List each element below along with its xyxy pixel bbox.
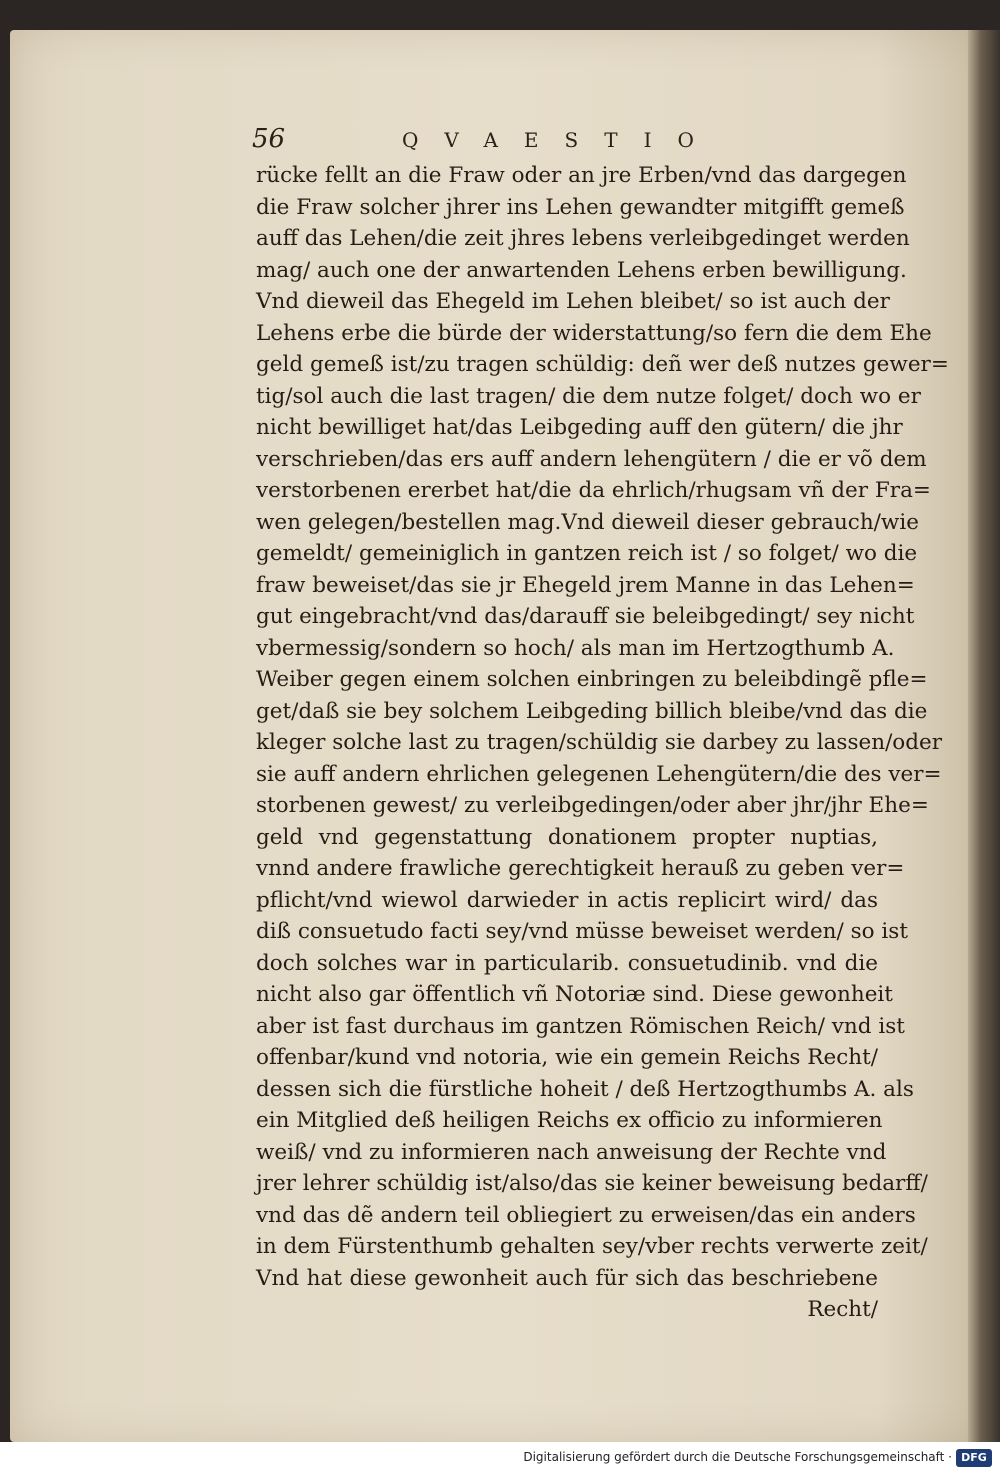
text-line: weiß/ vnd zu informieren nach anweisung der Rechte vnd: [256, 1139, 887, 1165]
text-line: sie auff andern ehrlichen gelegenen Lehengütern/die des ver=: [256, 761, 942, 787]
text-line: vnd das dẽ andern teil obliegiert zu erweisen/das ein anders: [256, 1202, 916, 1228]
text-line: die Fraw solcher jhrer ins Lehen gewandter mitgifft gemeß: [256, 194, 905, 220]
text-line: nicht bewilliget hat/das Leibgeding auff den gütern/ die jhr: [256, 415, 903, 440]
text-line: auff das Lehen/die zeit jhres lebens verleibgedinget werden: [256, 226, 910, 251]
text-line: geld gemeß ist/zu tragen schüldig: deñ wer deß nutzes gewer=: [256, 352, 949, 377]
running-head: QVAESTIO: [402, 128, 720, 152]
text-line: nicht also gar öffentlich vñ Notoriæ sind. Diese gewonheit: [256, 982, 893, 1007]
text-line: vbermessig/sondern so hoch/ als man im Hertzogthumb A.: [256, 635, 895, 661]
text-line: doch solches war in particularib. consuetudinib. vnd die: [256, 950, 878, 976]
text-line: gemeldt/ gemeiniglich in gantzen reich ist / so folget/ wo die: [256, 541, 918, 566]
text-line: wen gelegen/bestellen mag.Vnd dieweil dieser gebrauch/wie: [256, 509, 919, 535]
text-line: mag/ auch one der anwartenden Lehens erben bewilligung.: [256, 257, 907, 283]
text-line: gut eingebracht/vnd das/darauff sie beleibgedingt/ sey nicht: [256, 604, 915, 629]
text-line: aber ist fast durchaus im gantzen Römischen Reich/ vnd ist: [256, 1013, 905, 1039]
funding-notice: Digitalisierung gefördert durch die Deutsche Forschungsgemeinschaft ·: [523, 1450, 952, 1464]
text-line: verschrieben/das ers auff andern lehengütern / die er võ dem: [256, 446, 927, 472]
text-line: Lehens erbe die bürde der widerstattung/so fern die dem Ehe: [256, 320, 932, 346]
text-line: diß consuetudo facti sey/vnd müsse beweiset werden/ so ist: [256, 919, 908, 944]
text-line: tig/sol auch die last tragen/ die dem nutze folget/ doch wo er: [256, 383, 921, 409]
text-line: offenbar/kund vnd notoria, wie ein gemein Reichs Recht/: [256, 1045, 878, 1070]
text-line: vnnd andere frawliche gerechtigkeit herauß zu geben ver=: [256, 856, 905, 881]
text-line: get/daß sie bey solchem Leibgeding billich bleibe/vnd das die: [256, 698, 928, 724]
body-text: [256, 160, 949, 1326]
dfg-logo: DFG: [956, 1449, 992, 1467]
text-line: dessen sich die fürstliche hoheit / deß Hertzogthumbs A. als: [256, 1076, 914, 1102]
text-line: jrer lehrer schüldig ist/also/das sie keiner beweisung bedarff/: [256, 1171, 928, 1196]
footer-bar: [0, 1442, 1000, 1476]
text-line: Vnd dieweil das Ehegeld im Lehen bleibet/ so ist auch der: [256, 289, 890, 314]
page-number: 56: [252, 124, 286, 154]
text-line: kleger solche last zu tragen/schüldig sie darbey zu lassen/oder: [256, 730, 943, 755]
text-line: Vnd hat diese gewonheit auch für sich das beschriebene: [256, 1265, 878, 1291]
text-line: pflicht/vnd wiewol darwieder in actis replicirt wird/ das: [256, 887, 878, 913]
text-line: geld vnd gegenstattung donationem propter nuptias,: [256, 824, 878, 850]
text-line: fraw beweiset/das sie jr Ehegeld jrem Manne in das Lehen=: [256, 572, 915, 598]
page-header: [252, 124, 772, 160]
catchword: Recht/: [807, 1297, 878, 1322]
text-line: in dem Fürstenthumb gehalten sey/vber rechts verwerte zeit/: [256, 1234, 928, 1259]
text-line: verstorbenen ererbet hat/die da ehrlich/rhugsam vñ der Fra=: [256, 478, 931, 503]
text-line: storbenen gewest/ zu verleibgedingen/oder aber jhr/jhr Ehe=: [256, 793, 929, 818]
page-gutter-shadow: [968, 30, 1000, 1442]
text-line: Weiber gegen einem solchen einbringen zu beleibdingẽ pfle=: [256, 667, 928, 692]
text-line: ein Mitglied deß heiligen Reichs ex officio zu informieren: [256, 1108, 883, 1133]
text-line: rücke fellt an die Fraw oder an jre Erben/vnd das dargegen: [256, 163, 907, 188]
